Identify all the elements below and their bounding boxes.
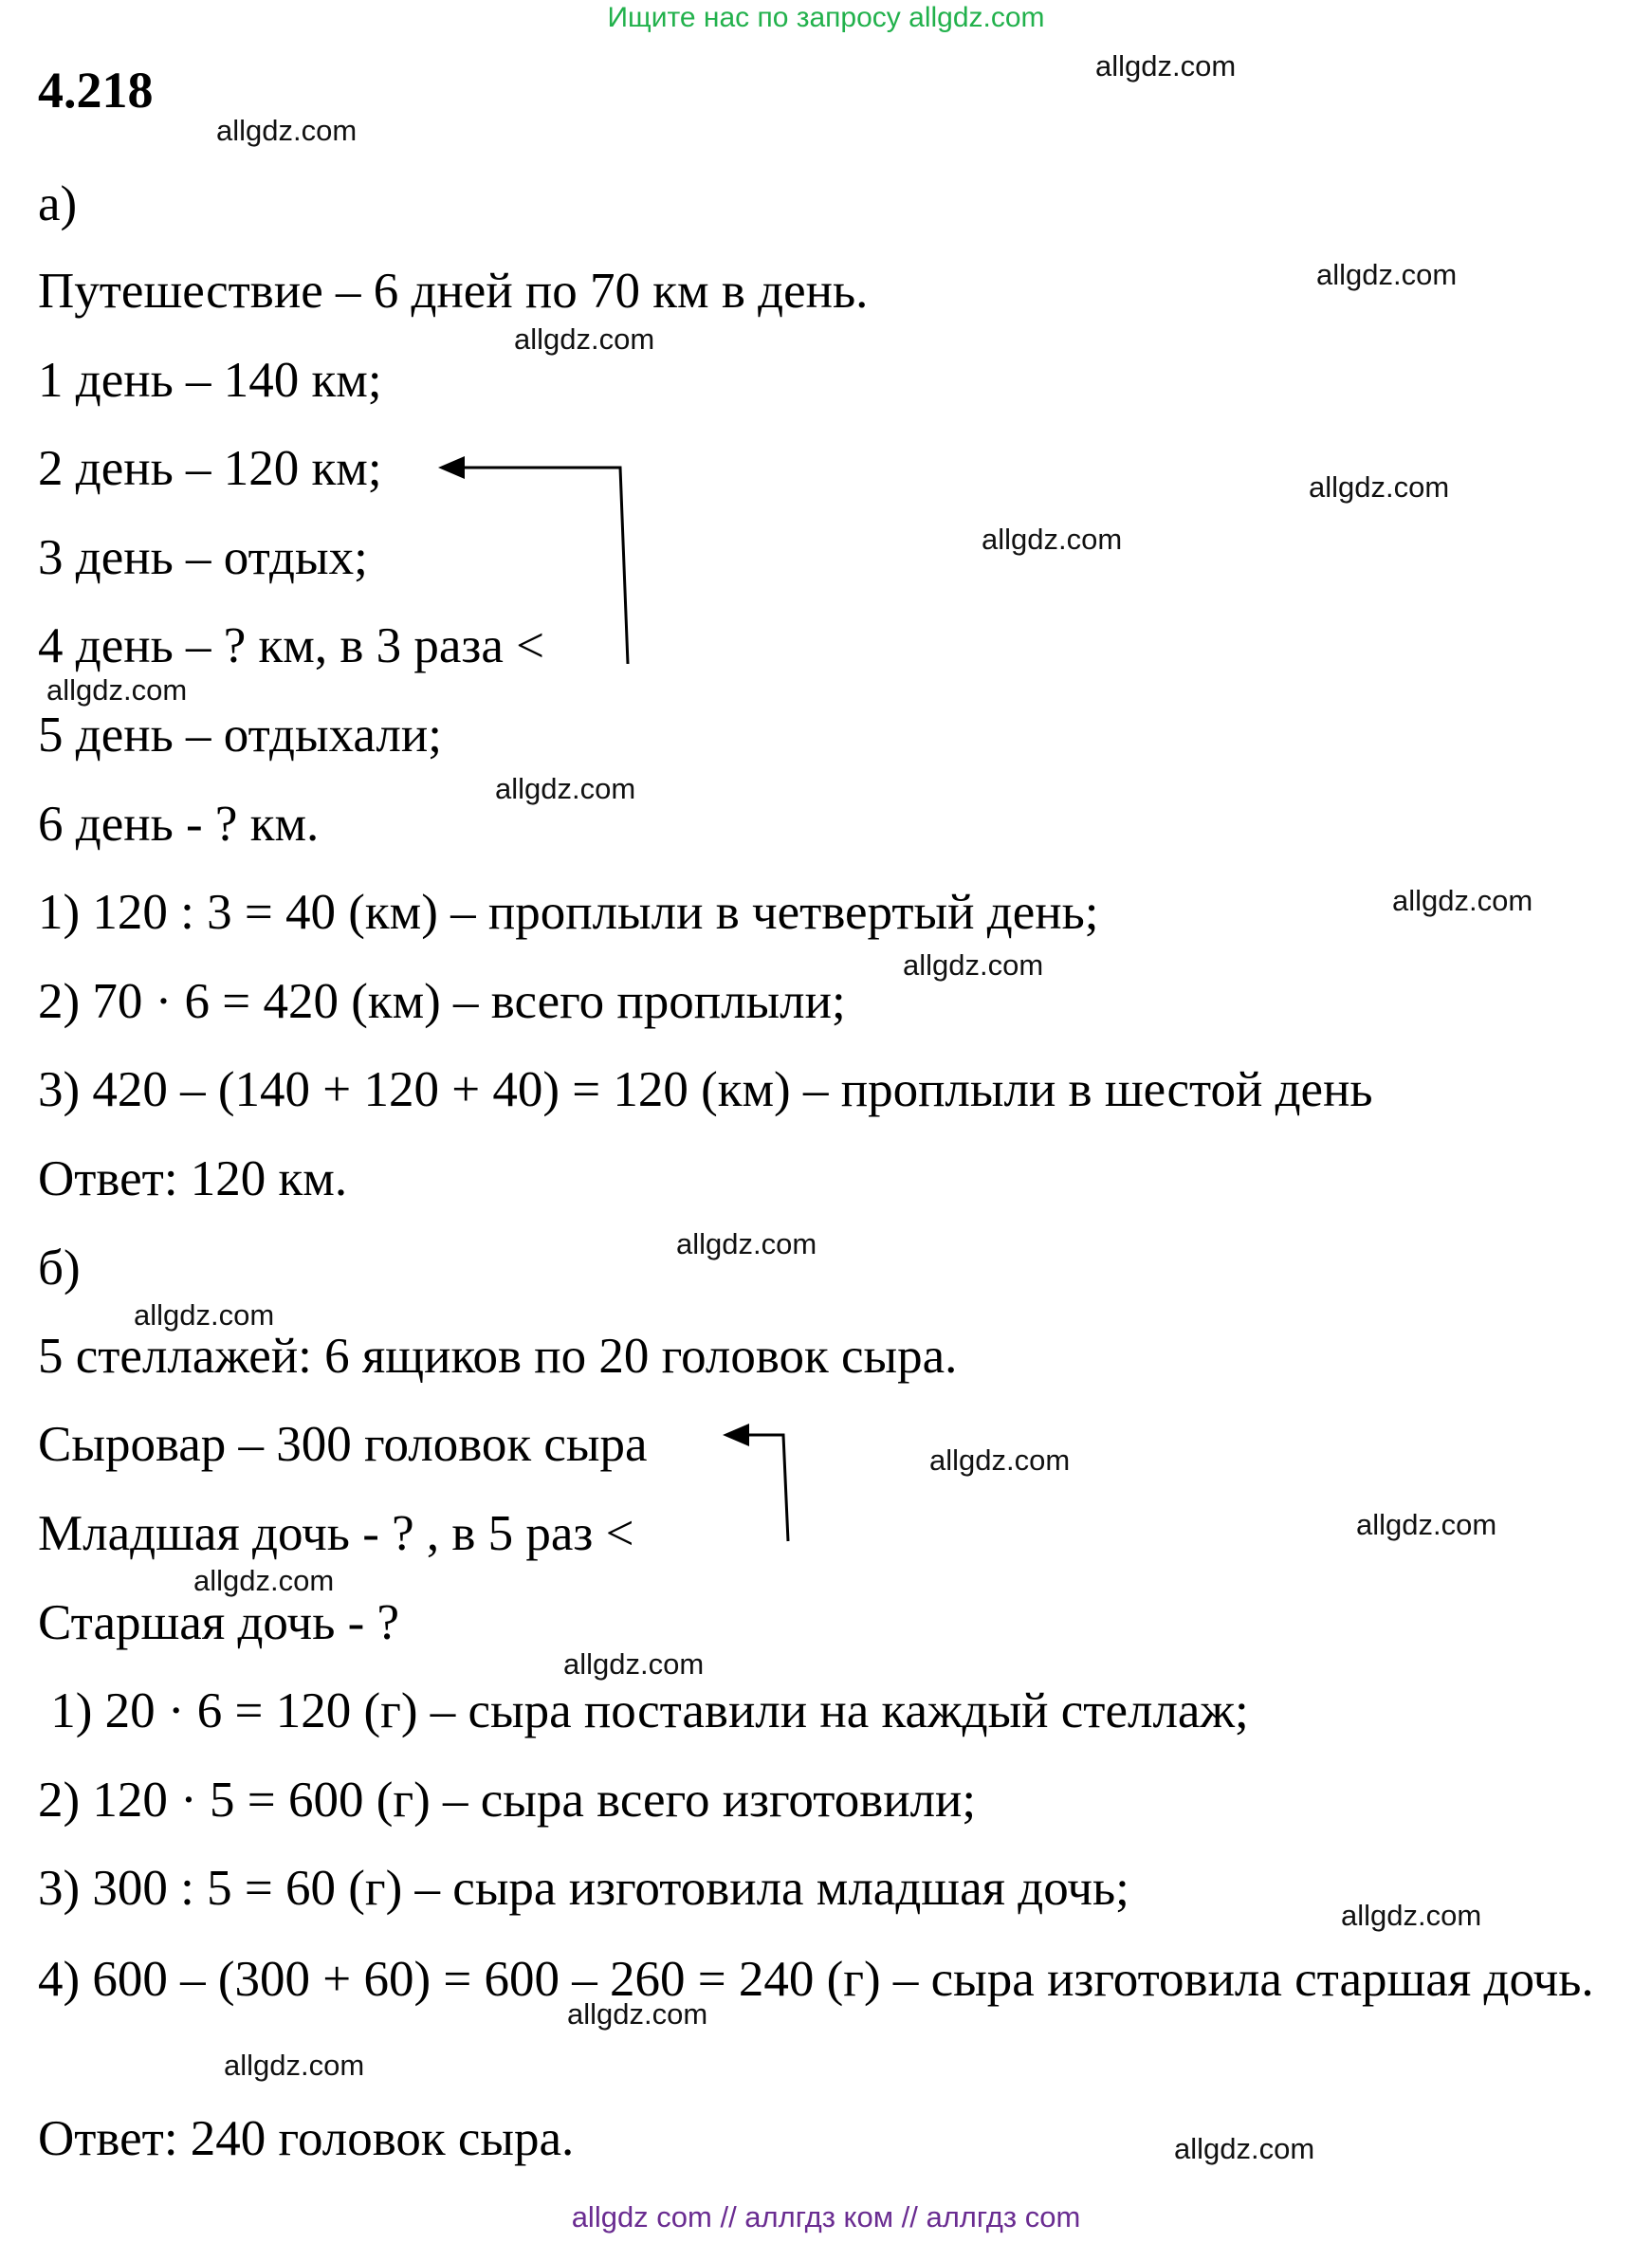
watermark: allgdz.com [676, 1227, 817, 1260]
part-b-line-4: Старшая дочь - ? [38, 1595, 400, 1650]
watermark: allgdz.com [193, 1564, 335, 1597]
part-b-line-3: Младшая дочь - ? , в 5 раз < [38, 1506, 634, 1561]
part-a-label: а) [38, 176, 78, 231]
watermark: allgdz.com [1341, 1899, 1482, 1932]
part-b-line-8: 4) 600 – (300 + 60) = 600 – 260 = 240 (г) – сыра изготовила старшая дочь. [38, 1952, 1594, 2007]
part-b-line-2: Сыровар – 300 головок сыра [38, 1417, 648, 1472]
part-a-answer: Ответ: 120 км. [38, 1151, 348, 1206]
watermark: allgdz.com [514, 322, 655, 356]
watermark: allgdz.com [1356, 1508, 1497, 1541]
footer-watermark: allgdz com // аллгдз ком // аллгдз com [571, 2200, 1081, 2234]
watermark: allgdz.com [224, 2049, 365, 2082]
watermark: allgdz.com [1174, 2132, 1315, 2165]
part-a-line-7: 6 день - ? км. [38, 797, 320, 852]
problem-number: 4.218 [38, 62, 154, 119]
part-a-line-4: 3 день – отдых; [38, 530, 368, 585]
watermark: allgdz.com [567, 1997, 708, 2031]
part-a-line-2: 1 день – 140 км; [38, 353, 382, 408]
watermark: allgdz.com [982, 523, 1123, 556]
part-b-line-6: 2) 120 · 5 = 600 (г) – сыра всего изготовили; [38, 1773, 977, 1828]
part-b-line-7: 3) 300 : 5 = 60 (г) – сыра изготовила младшая дочь; [38, 1861, 1129, 1916]
watermark: allgdz.com [1309, 470, 1450, 504]
watermark: allgdz.com [1392, 884, 1533, 917]
arrow-part-b [723, 1424, 788, 1541]
part-a-line-5: 4 день – ? км, в 3 раза < [38, 618, 544, 673]
part-a-line-9: 2) 70 · 6 = 420 (км) – всего проплыли; [38, 974, 846, 1029]
part-b-line-1: 5 стеллажей: 6 ящиков по 20 головок сыра. [38, 1329, 958, 1384]
part-a-line-10: 3) 420 – (140 + 120 + 40) = 120 (км) – проплыли в шестой день [38, 1062, 1373, 1117]
watermark: allgdz.com [903, 948, 1044, 982]
watermark: allgdz.com [495, 772, 636, 805]
part-a-line-3: 2 день – 120 км; [38, 441, 382, 496]
arrow-part-a [438, 456, 628, 664]
watermark: allgdz.com [563, 1647, 705, 1681]
watermark: allgdz.com [216, 114, 358, 147]
watermark: allgdz.com [46, 673, 188, 707]
part-a-line-8: 1) 120 : 3 = 40 (км) – проплыли в четвертый день; [38, 885, 1099, 940]
part-a-line-6: 5 день – отдыхали; [38, 708, 442, 763]
part-b-answer: Ответ: 240 головок сыра. [38, 2111, 575, 2166]
watermark: allgdz.com [1095, 49, 1237, 83]
top-banner: Ищите нас по запросу allgdz.com [607, 2, 1045, 33]
part-a-line-1: Путешествие – 6 дней по 70 км в день. [38, 264, 869, 319]
part-b-line-5: 1) 20 · 6 = 120 (г) – сыра поставили на каждый стеллаж; [38, 1683, 1249, 1738]
part-b-label: б) [38, 1241, 81, 1296]
watermark: allgdz.com [929, 1443, 1071, 1477]
watermark: allgdz.com [1316, 258, 1458, 291]
watermark: allgdz.com [134, 1298, 275, 1332]
